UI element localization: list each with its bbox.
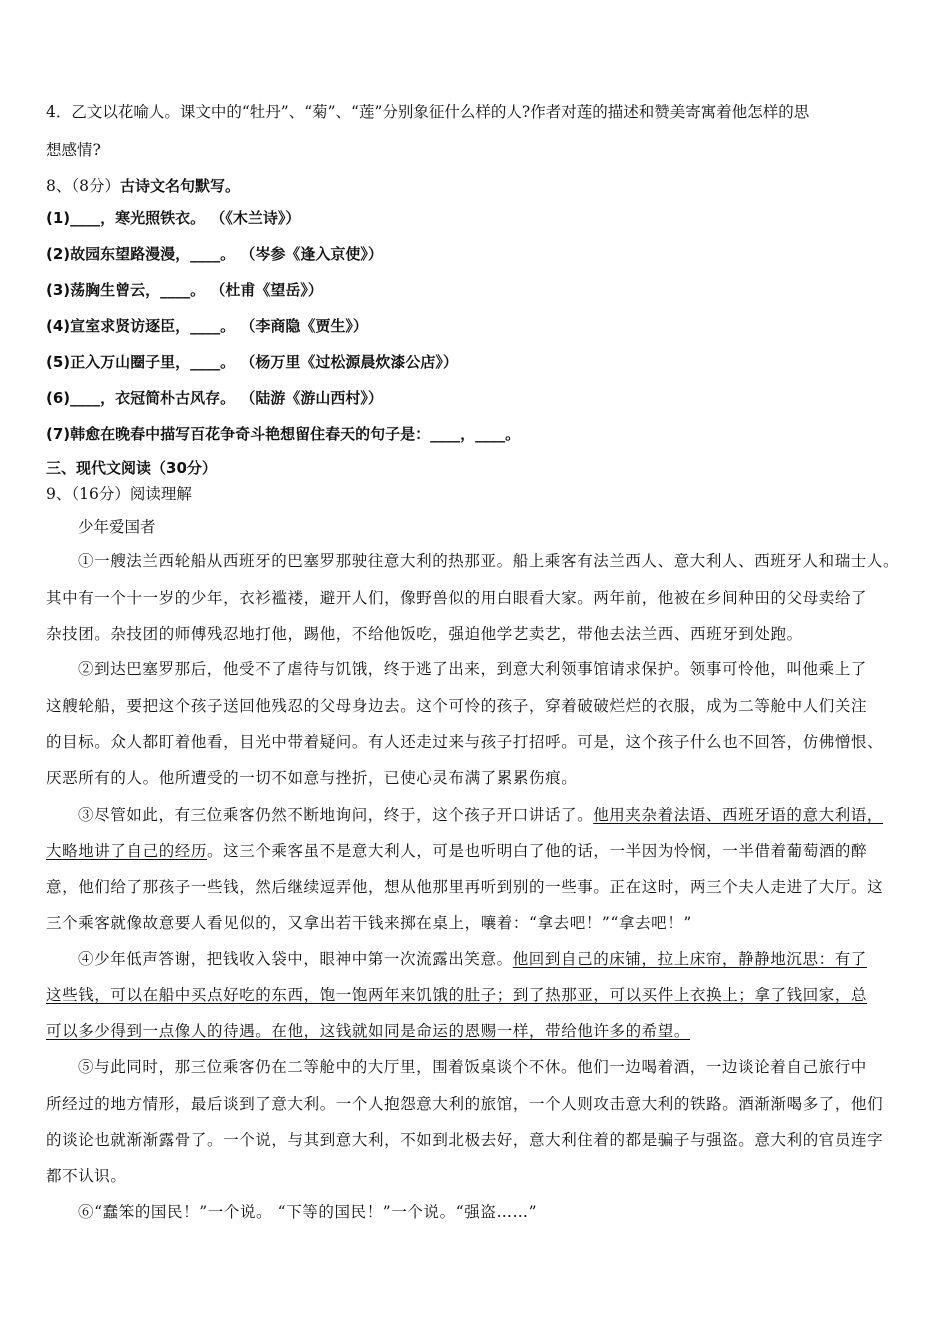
section-3-heading: 三、现代文阅读（30分） bbox=[46, 459, 217, 477]
p5-line-3: 的谈论也就渐渐露骨了。一个说，与其到意大利，不如到北极去好，意大利住着的都是骗子与强盗。意大利的官员连字 bbox=[46, 1131, 884, 1149]
p3-line-1 bbox=[78, 803, 910, 825]
p1-line-2: 其中有一个十一岁的少年，衣衫褴褛，避开人们，像野兽似的用白眼看大家。两年前，他被在乡间种田的父母卖给了 bbox=[46, 589, 868, 607]
p5-line-1: ⑤与此同时，那三位乘客仍在二等舱中的大厅里，围着饭桌谈个不休。他们一边喝着酒，一边谈论着自己旅行中 bbox=[78, 1058, 867, 1076]
p2-line-4: 厌恶所有的人。他所遭受的一切不如意与挫折，已使心灵布满了累累伤痕。 bbox=[46, 769, 578, 787]
q8-heading bbox=[46, 174, 910, 196]
p4-underlined-part-1: 他回到自己的床铺，拉上床帘，静静地沉思：有了 bbox=[512, 950, 867, 968]
q8-item-7: (7)韩愈在晚春中描写百花争奇斗艳想留住春天的句子是：____，____。 bbox=[46, 425, 521, 443]
p3-underlined-sentence-part-1: 他用夹杂着法语、西班牙语的意大利语， bbox=[593, 806, 884, 824]
p3-line-1-plain: ③尽管如此，有三位乘客仍然不断地询问，终于，这个孩子开口讲话了。 bbox=[78, 806, 594, 824]
q8-item-2: (2)故园东望路漫漫，____。 （岑参《逢入京使》） bbox=[46, 245, 383, 263]
p3-line-2-plain: 。这三个乘客虽不是意大利人，可是也听明白了他的话，一半因为怜悯，一半借着葡萄酒的醉 bbox=[207, 842, 868, 860]
p1-line-3: 杂技团。杂技团的师傅残忍地打他，踢他，不给他饭吃，强迫他学艺卖艺，带他去法兰西、西班牙到处跑。 bbox=[46, 625, 803, 643]
q4-line-2: 想感情? bbox=[46, 141, 101, 159]
q8-item-3: (3)荡胸生曾云，____。 （杜甫《望岳》） bbox=[46, 281, 323, 299]
q8-item-5: (5)正入万山圈子里，____。 （杨万里《过松源晨炊漆公店》） bbox=[46, 353, 458, 371]
p6-line-1: ⑥“蠢笨的国民！”一个说。 “下等的国民！”一个说。“强盗……” bbox=[78, 1203, 538, 1221]
p4-line-1 bbox=[78, 947, 910, 969]
p4-line-1-plain: ④少年低声答谢，把钱收入袋中，眼神中第一次流露出笑意。 bbox=[78, 950, 513, 968]
q9-heading: 9、（16分）阅读理解 bbox=[46, 485, 192, 503]
p4-underlined-part-3: 可以多少得到一点像人的待遇。在他，这钱就如同是命运的恩赐一样，带给他许多的希望。 bbox=[46, 1022, 691, 1040]
q4-line-1: 4．乙文以花喻人。课文中的“牡丹”、“菊”、“莲”分别象征什么样的人?作者对莲的描述和赞美寄寓着他怎样的思 bbox=[46, 103, 810, 121]
p1-line-1: ①一艘法兰西轮船从西班牙的巴塞罗那驶往意大利的热那亚。船上乘客有法兰西人、意大利人、西班牙人和瑞士人。 bbox=[78, 552, 900, 570]
q8-number: 8、（8分） bbox=[46, 177, 120, 195]
p3-underlined-sentence-part-2: 大略地讲了自己的经历 bbox=[46, 842, 208, 860]
story-title: 少年爱国者 bbox=[78, 518, 156, 536]
q8-item-1: (1)____，寒光照铁衣。 （《木兰诗》） bbox=[46, 209, 301, 227]
p3-line-3: 意，他们给了那孩子一些钱，然后继续逗弄他，想从他那里再听到别的一些事。正在这时，两三个夫人走进了大厅。这 bbox=[46, 878, 884, 896]
p2-line-2: 这艘轮船，要把这个孩子送回他残忍的父母身边去。这个可怜的孩子，穿着破破烂烂的衣服，成为二等舱中人们关注 bbox=[46, 697, 868, 715]
p4-underlined-part-2: 这些钱，可以在船中买点好吃的东西，饱一饱两年来饥饿的肚子；到了热那亚，可以买件上衣换上；拿了钱回家，总 bbox=[46, 986, 868, 1004]
q8-item-4: (4)宣室求贤访逐臣，____。 （李商隐《贾生》） bbox=[46, 317, 368, 335]
p2-line-1: ②到达巴塞罗那后，他受不了虐待与饥饿，终于逃了出来，到意大利领事馆请求保护。领事可怜他，叫他乘上了 bbox=[78, 660, 867, 678]
p3-line-2 bbox=[46, 839, 910, 861]
p3-line-4: 三个乘客就像故意要人看见似的，又拿出若干钱来掷在桌上，嚷着：“拿去吧！”“拿去吧！” bbox=[46, 914, 692, 932]
p2-line-3: 的目标。众人都盯着他看，目光中带着疑问。有人还走过来与孩子打招呼。可是，这个孩子什么也不回答，仿佛憎恨、 bbox=[46, 733, 884, 751]
q8-item-6: (6)____，衣冠简朴古风存。 （陆游《游山西村》） bbox=[46, 389, 383, 407]
p5-line-4: 都不认识。 bbox=[46, 1167, 127, 1185]
p5-line-2: 所经过的地方情形，最后谈到了意大利。一个人抱怨意大利的旅馆，一个人则攻击意大利的铁路。酒渐渐喝多了，他们 bbox=[46, 1095, 884, 1113]
q8-title: 古诗文名句默写。 bbox=[119, 177, 240, 195]
